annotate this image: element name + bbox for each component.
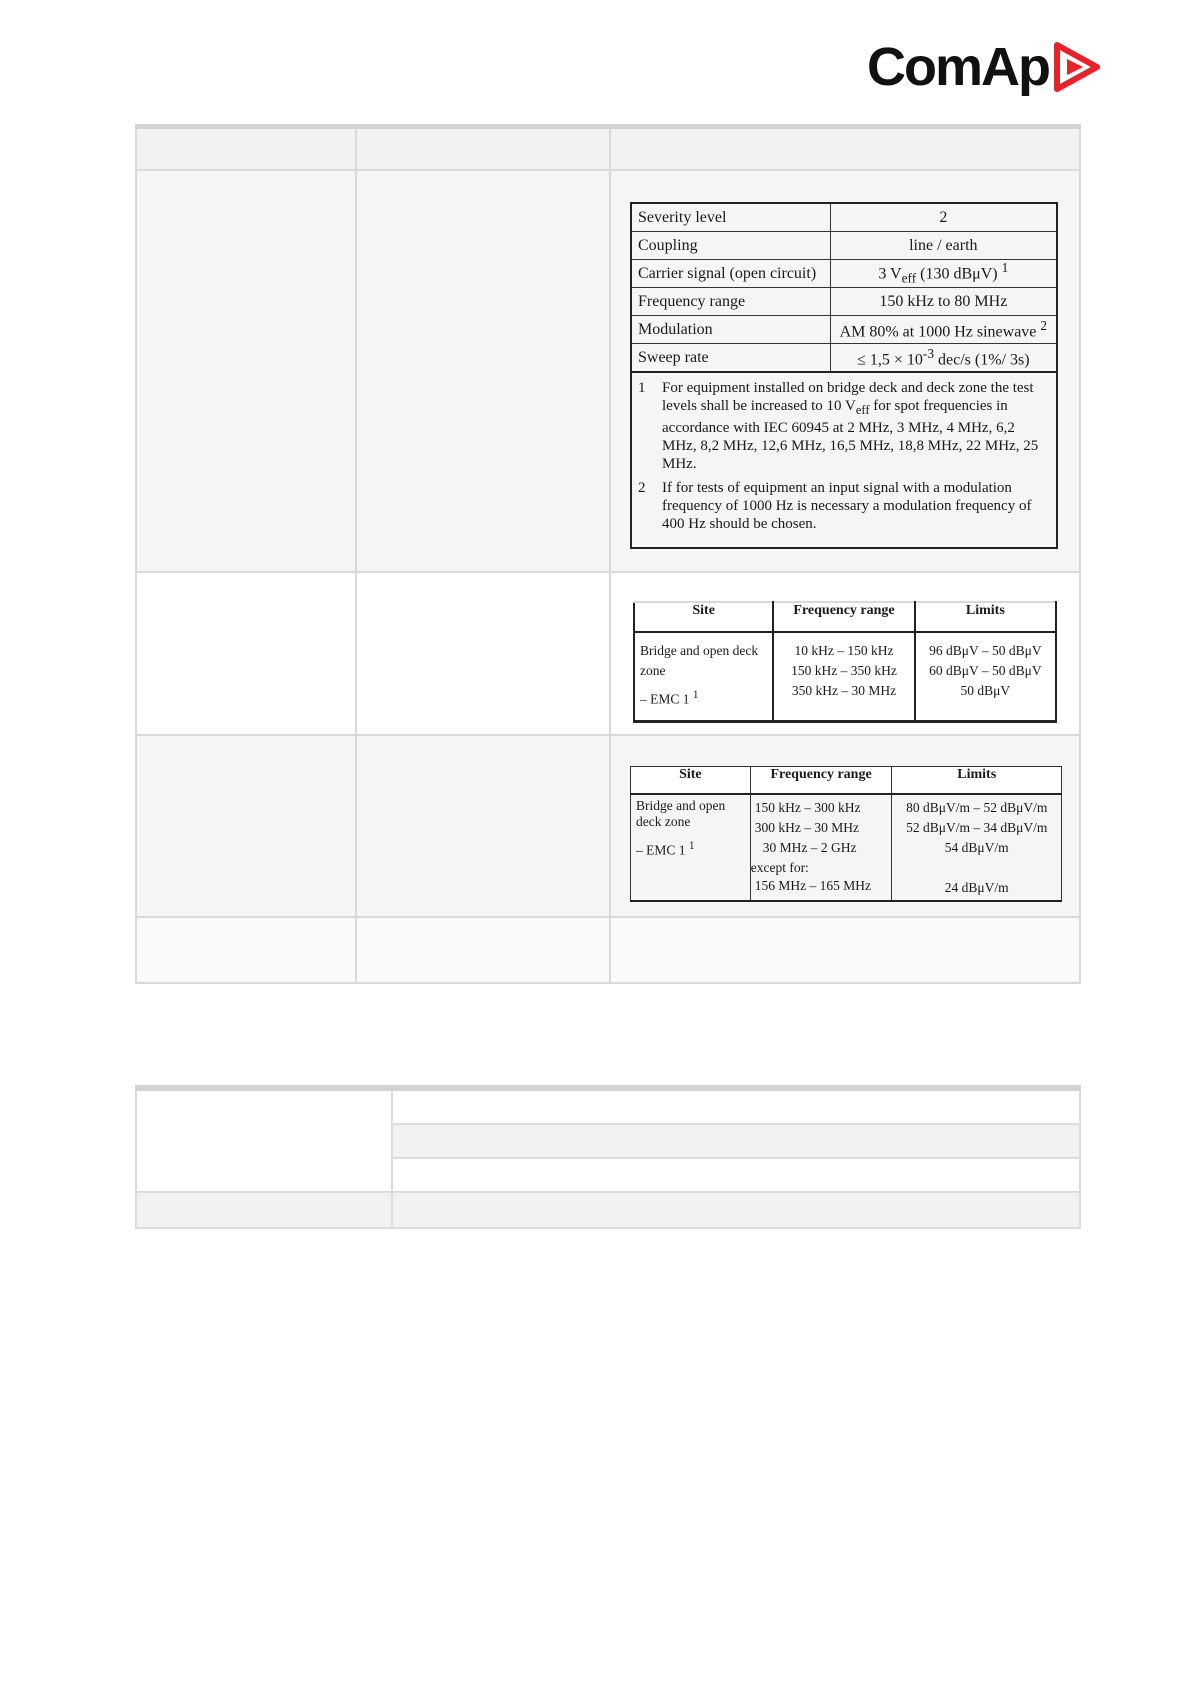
row-value-cell (392, 1158, 1080, 1192)
radiated-emission-limits-table (630, 766, 1062, 902)
row-figure-cell (610, 917, 1080, 983)
secondary-spec-table (135, 1085, 1081, 1229)
table-row (631, 794, 1062, 901)
table-row (136, 1192, 1080, 1228)
column-header: Site (631, 767, 751, 795)
row-label-cell (136, 917, 356, 983)
table-row (136, 735, 1080, 917)
row-label-cell (136, 572, 356, 735)
row-label-cell (136, 1088, 392, 1192)
table-row (136, 917, 1080, 983)
column-header: Site (634, 602, 773, 632)
logo-wordmark: ComAp (867, 37, 1049, 97)
param-label: Coupling (631, 232, 830, 260)
row-spec-cell (356, 170, 610, 572)
table-row (631, 203, 1057, 232)
header-cell (610, 127, 1080, 171)
row-value-cell (392, 1124, 1080, 1158)
footnotes (631, 372, 1057, 548)
param-label: Severity level (631, 203, 830, 232)
row-label-cell (136, 735, 356, 917)
table-header-row (634, 602, 1056, 632)
site-cell: Bridge and open deck zone – EMC 1 $^1$ (631, 794, 751, 901)
param-value: ≤ $1,5 \times 10^{-3}$ dec/s (1%/ 3s) (830, 344, 1057, 373)
conducted-rf-immunity-table (630, 202, 1058, 549)
row-spec-cell (356, 735, 610, 917)
param-label: Carrier signal (open circuit) (631, 260, 830, 288)
table-row (136, 572, 1080, 735)
site-cell: Bridge and open deck zone – EMC 1 $^1$ (634, 632, 773, 721)
footnote: 1 For equipment installed on bridge deck and deck zone the test levels shall be increased to 10 $V_{eff}$ for spot frequencies in accordance with IEC 60945 at 2 MHz, 3 MHz, 4 MHz, 6,2 MHz, 8,2 MHz, 12,6 MHz, 16,5 MHz, 18,8 MHz, 22 MHz, 25 MHz. (638, 380, 1039, 472)
param-value: AM 80% at 1000 Hz sinewave $^2$ (830, 316, 1057, 344)
row-spec-cell (356, 917, 610, 983)
row-spec-cell (356, 572, 610, 735)
param-label: Sweep rate (631, 344, 830, 373)
table-row (631, 316, 1057, 344)
emc-spec-table (135, 124, 1081, 984)
param-value: line / earth (830, 232, 1057, 260)
column-header: Limits (892, 767, 1062, 795)
conducted-emission-limits-table (633, 601, 1057, 723)
table-row (631, 260, 1057, 288)
column-header: Limits (915, 602, 1056, 632)
table-row (136, 170, 1080, 572)
row-figure-cell (610, 170, 1080, 572)
param-value: 3 $V_{eff}$ (130 dBμV) $^1$ (830, 260, 1057, 288)
table-header-row (631, 767, 1062, 795)
param-label: Modulation (631, 316, 830, 344)
param-label: Frequency range (631, 288, 830, 316)
param-value: 150 kHz to 80 MHz (830, 288, 1057, 316)
frequency-cell: 150 kHz – 300 kHz 300 kHz – 30 MHz 30 MHz – 2 GHz except for: 156 MHz – 165 MHz (750, 794, 892, 901)
table-row (136, 1088, 1080, 1124)
row-label-cell (136, 170, 356, 572)
logo-arrow-icon (1053, 41, 1101, 93)
row-value-cell (392, 1192, 1080, 1228)
row-label-cell (136, 1192, 392, 1228)
row-figure-cell (610, 572, 1080, 735)
header-cell (356, 127, 610, 171)
frequency-cell: 10 kHz – 150 kHz 150 kHz – 350 kHz 350 kHz – 30 MHz (773, 632, 914, 721)
row-figure-cell (610, 735, 1080, 917)
param-value: 2 (830, 203, 1057, 232)
row-value-cell (392, 1088, 1080, 1124)
footnote: 2 If for tests of equipment an input signal with a modulation frequency of 1000 Hz is necessary a modulation frequency of 400 Hz should be chosen. (638, 480, 1032, 532)
table-row (634, 632, 1056, 721)
limits-cell: 96 dBμV – 50 dBμV 60 dBμV – 50 dBμV 50 dBμV (915, 632, 1056, 721)
column-header: Frequency range (773, 602, 914, 632)
table-row (631, 232, 1057, 260)
table-header-row (136, 127, 1080, 171)
column-header: Frequency range (750, 767, 892, 795)
header-cell (136, 127, 356, 171)
comap-logo (867, 37, 1101, 97)
table-row (631, 288, 1057, 316)
table-row (631, 344, 1057, 373)
notes-row (631, 372, 1057, 548)
limits-cell: 80 dBμV/m – 52 dBμV/m 52 dBμV/m – 34 dBμV/m 54 dBμV/m 24 dBμV/m (892, 794, 1062, 901)
